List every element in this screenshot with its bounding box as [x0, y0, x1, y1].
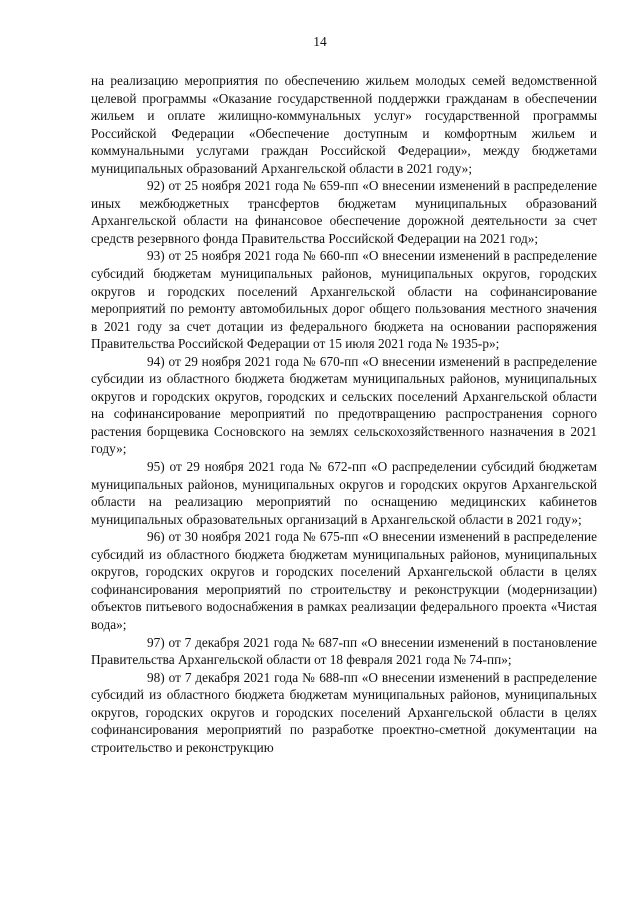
list-item-93: 93) от 25 ноября 2021 года № 660-пп «О внесении изменений в распределение субсидий бюджетам муниципальных районов, муниципальных округов, городских округов и городских поселений Архангельской области на софинансирование мероприятий по ремонту автомобильных дорог общего пользования местного значения в 2021 году за счет дотации из федерального бюджета на основании распоряжения Правительства Российской Федерации от 15 июля 2021 года № 1935-р»;	[91, 248, 597, 352]
paragraph-continuation: на реализацию мероприятия по обеспечению жильем молодых семей ведомственной целевой программы «Оказание государственной поддержки гражданам в обеспечении жильем и оплате жилищно-коммунальных услуг» государственной программы Российской Федерации «Обеспечение доступным и комфортным жильем и коммунальными услугами граждан Российской Федерации», между бюджетами муниципальных образований Архангельской области в 2021 году»;	[91, 73, 597, 176]
document-body	[91, 72, 597, 756]
list-item-96: 96) от 30 ноября 2021 года № 675-пп «О внесении изменений в распределение субсидий из областного бюджета бюджетам муниципальных районов, муниципальных округов, городских округов и городских поселений Архангельской области в целях софинансирования мероприятий по строительству и реконструкции (модернизации) объектов питьевого водоснабжения в рамках реализации федерального проекта «Чистая вода»;	[91, 529, 597, 632]
list-item-94: 94) от 29 ноября 2021 года № 670-пп «О внесении изменений в распределение субсидии из областного бюджета бюджетам муниципальных районов, муниципальных округов и городских округов, городских и сельских поселений Архангельской области на софинансирование мероприятий по предотвращению распространения сорного растения борщевика Сосновского на землях сельскохозяйственного назначения в 2021 году»;	[91, 353, 597, 457]
list-item-92: 92) от 25 ноября 2021 года № 659-пп «О внесении изменений в распределение иных межбюджетных трансфертов бюджетам муниципальных образований Архангельской области на финансовое обеспечение дорожной деятельности за счет средств резервного фонда Правительства Российской Федерации на 2021 год»;	[91, 178, 597, 246]
list-item-95: 95) от 29 ноября 2021 года № 672-пп «О распределении субсидий бюджетам муниципальных районов, муниципальных округов и городских округов Архангельской области на реализацию мероприятий по оснащению медицинских кабинетов муниципальных образовательных организаций в Архангельской области в 2021 году»;	[91, 459, 597, 527]
list-item-97: 97) от 7 декабря 2021 года № 687-пп «О внесении изменений в постановление Правительства Архангельской области от 18 февраля 2021 года № 74-пп»;	[91, 634, 597, 668]
list-item-98: 98) от 7 декабря 2021 года № 688-пп «О внесении изменений в распределение субсидий из областного бюджета бюджетам муниципальных районов, муниципальных округов, городских округов и городских поселений Архангельской области в целях софинансирования мероприятий по разработке проектно-сметной документации на строительство и реконструкцию	[91, 669, 597, 755]
page-number: 14	[313, 34, 327, 49]
